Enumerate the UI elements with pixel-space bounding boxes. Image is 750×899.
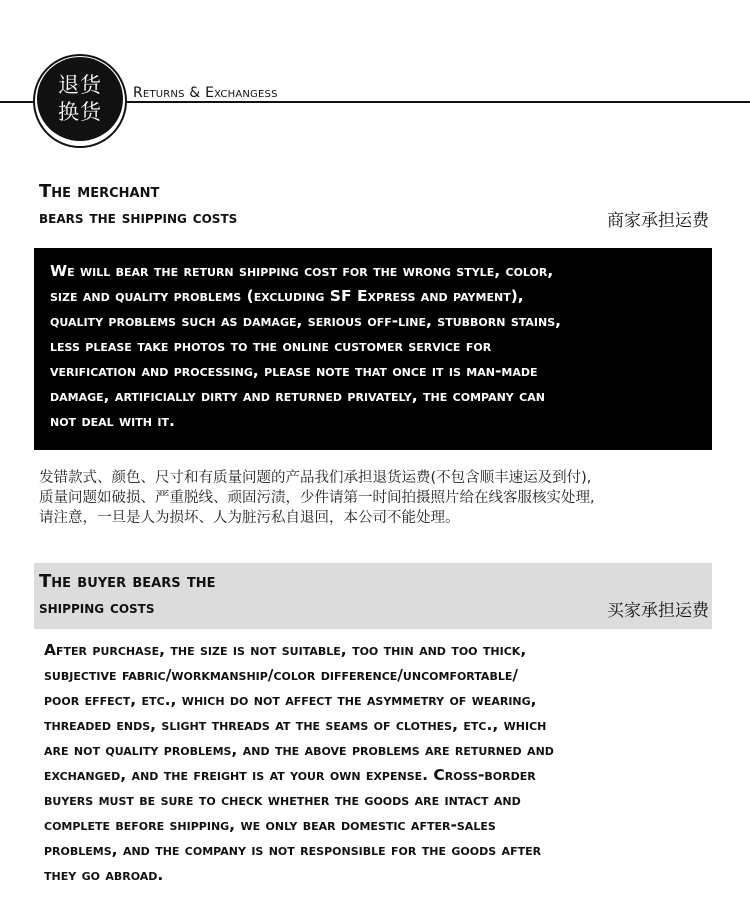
buyer-policy-line: buyers must be sure to check whether the goods are intact and [44, 791, 521, 809]
merchant-policy-cn-line: 质量问题如破损、严重脱线、顽固污渍，少件请第一时间拍摄照片给在线客服核实处理, [39, 490, 595, 506]
returns-badge [37, 57, 123, 141]
buyer-policy-line: problems, and the company is not responsible for the goods after [44, 841, 542, 859]
merchant-title-cn: 商家承担运费 [607, 211, 709, 231]
buyer-policy-line: After purchase, the size is not suitable, too thin and too thick, [44, 641, 527, 659]
merchant-policy-line: quality problems such as damage, serious off-line, stubborn stains, [50, 312, 562, 330]
merchant-title-line-2: bears the shipping costs [39, 208, 238, 228]
buyer-policy-line: exchanged, and the freight is at your own expense. Cross-border [44, 766, 536, 784]
merchant-policy-line: size and quality problems (excluding SF Express and payment), [50, 287, 524, 305]
buyer-policy-line: they go abroad. [44, 866, 164, 884]
buyer-policy-text [44, 638, 724, 888]
buyer-policy-line: complete before shipping, we only bear domestic after-sales [44, 816, 496, 834]
merchant-policy-cn-line: 发错款式、颜色、尺寸和有质量问题的产品我们承担退货运费(不包含顺丰速运及到付), [39, 470, 592, 486]
buyer-policy-line: subjective fabric/workmanship/color difference/uncomfortable/ [44, 666, 519, 684]
merchant-policy-line: less please take photos to the online customer service for [50, 337, 492, 355]
merchant-policy-box [34, 248, 712, 450]
buyer-title-cn: 买家承担运费 [607, 601, 709, 621]
page-title: Returns & Exchangess [133, 85, 278, 101]
badge-line-2: 换货 [58, 100, 102, 124]
buyer-policy-line: threaded ends, slight threads at the seams of clothes, etc., which [44, 716, 547, 734]
merchant-policy-line: not deal with it. [50, 412, 175, 430]
buyer-title-line-1: The buyer bears the [39, 571, 216, 592]
buyer-policy-line: are not quality problems, and the above problems are returned and [44, 741, 554, 759]
buyer-section-title [39, 569, 215, 621]
merchant-section-title [39, 179, 237, 231]
merchant-policy-line: verification and processing, please note that once it is man-made [50, 362, 538, 380]
merchant-policy-line: damage, artificially dirty and returned privately, the company can [50, 387, 545, 405]
merchant-title-line-1: The merchant [39, 181, 160, 202]
buyer-policy-line: poor effect, etc., which do not affect the asymmetry of wearing, [44, 691, 537, 709]
badge-line-1: 退货 [58, 73, 102, 97]
merchant-policy-cn-line: 请注意，一旦是人为损坏、人为脏污私自退回，本公司不能处理。 [39, 510, 460, 526]
merchant-policy-cn [39, 468, 719, 528]
merchant-policy-line: We will bear the return shipping cost for the wrong style, color, [50, 262, 554, 280]
buyer-title-line-2: shipping costs [39, 598, 155, 618]
